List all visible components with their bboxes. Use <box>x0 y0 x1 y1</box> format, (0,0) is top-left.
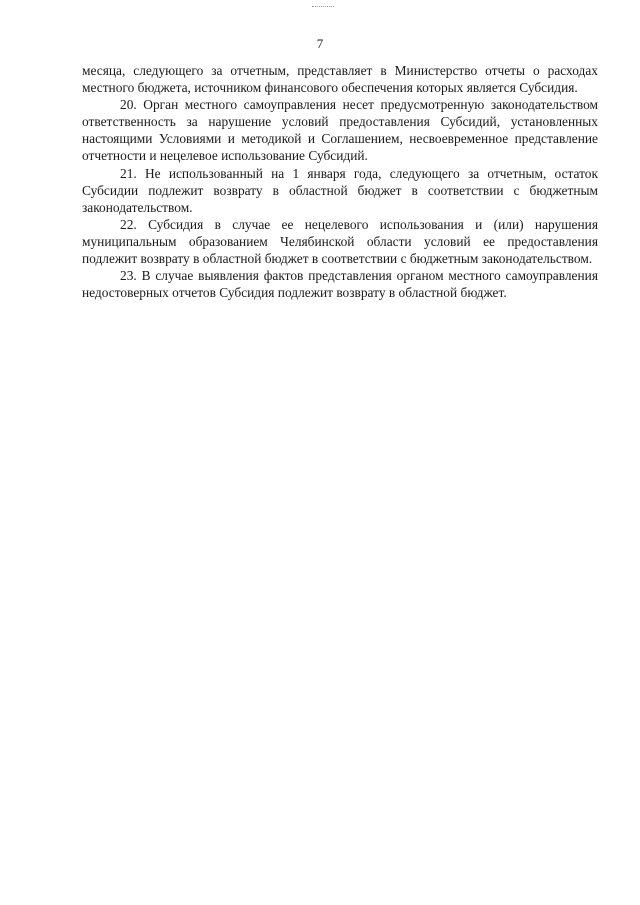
paragraph-21: 21. Не использованный на 1 января года, следующего за отчетным, остаток Субсидии подлежит возврату в областной бюджет в соответствии с бюджетным законодательством. <box>82 165 598 215</box>
paragraph-22: 22. Субсидия в случае ее нецелевого использования и (или) нарушения муниципальным образованием Челябинской области условий ее предоставления подлежит возврату в областной бюджет в соответствии с бюджетным законодательством. <box>82 216 598 267</box>
document-body <box>82 62 598 301</box>
page-number: 7 <box>316 36 324 51</box>
paragraph-continuation: месяца, следующего за отчетным, представляет в Министерство отчеты о расходах местного бюджета, источником финансового обеспечения которых является Субсидия. <box>82 63 598 96</box>
paragraph-20: 20. Орган местного самоуправления несет предусмотренную законодательством ответственность за нарушение условий предоставления Субсидий, установленных настоящими Условиями и методикой и Соглашением, несвоевременное представление отчетности и нецелевое использование Субсидий. <box>82 97 598 164</box>
paragraph-23: 23. В случае выявления фактов представления органом местного самоуправления недостоверных отчетов Субсидия подлежит возврату в областной бюджет. <box>82 268 598 301</box>
scan-artifact <box>312 6 334 9</box>
